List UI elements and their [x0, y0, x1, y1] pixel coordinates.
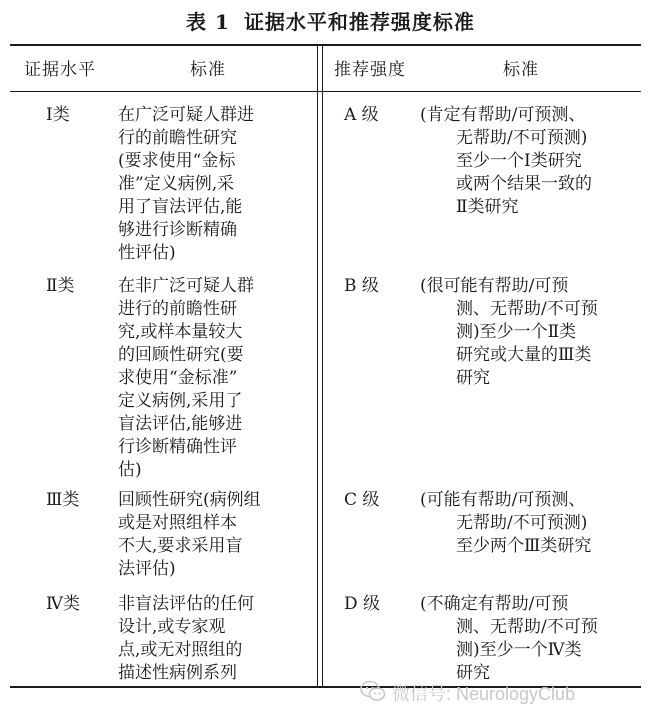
- watermark: [360, 679, 660, 709]
- row-3-criteria-2: (可能有帮助/可预测、 无帮助/不可预测) 至少两个Ⅲ类研究: [420, 490, 592, 556]
- row-2-criteria-2: (很可能有帮助/可预 测、无帮助/不可预 测)至少一个Ⅱ类 研究或大量的Ⅲ类 研究: [420, 276, 598, 388]
- table-number: 表 1: [186, 10, 230, 34]
- row-1-criteria-2: (肯定有帮助/可预测、 无帮助/不可预测) 至少一个Ⅰ类研究 或两个结果一致的 Ⅱ类研究: [420, 105, 592, 217]
- table-title: [0, 8, 661, 36]
- header-evidence-level: 证据水平: [24, 60, 96, 80]
- header-criteria-2: 标准: [503, 60, 539, 80]
- header-criteria: 标准: [190, 60, 226, 80]
- column-divider-right: [322, 45, 323, 686]
- row-2-criteria: 在非广泛可疑人群 进行的前瞻性研 究,或样本量较大 的回顾性研究(要 求使用“金标准” 定义病例,采用了 盲法评估,能够进 行诊断精确性评 估): [118, 276, 254, 480]
- header-rule: [10, 91, 641, 92]
- row-3-criteria: 回顾性研究(病例组 或是对照组样本 不大,要求采用盲 法评估): [118, 490, 261, 579]
- row-4-grade: D 级: [344, 594, 381, 614]
- row-1-level: Ⅰ类: [46, 105, 70, 125]
- column-divider-left: [317, 45, 318, 686]
- header-recommendation-grade: 推荐强度: [334, 60, 406, 80]
- row-2-grade: B 级: [344, 276, 379, 296]
- wechat-icon: [360, 680, 386, 711]
- row-1-grade: A 级: [344, 105, 379, 125]
- row-4-criteria: 非盲法评估的任何 设计,或专家观 点,或无对照组的 描述性病例系列: [118, 594, 254, 683]
- top-rule: [10, 44, 641, 46]
- row-2-level: Ⅱ类: [46, 276, 75, 296]
- row-3-level: Ⅲ类: [46, 490, 80, 510]
- row-1-criteria: 在广泛可疑人群进 行的前瞻性研究 (要求使用“金标 准”定义病例,采 用了盲法评估,能 够进行诊断精确 性评估): [118, 105, 254, 263]
- watermark-text: 微信号: NeurologyClub: [392, 684, 576, 704]
- row-4-criteria-2: (不确定有帮助/可预 测、无帮助/不可预 测)至少一个Ⅳ类 研究: [420, 594, 598, 683]
- row-3-grade: C 级: [344, 490, 380, 510]
- table-caption: 证据水平和推荐强度标准: [243, 10, 475, 34]
- row-4-level: Ⅳ类: [46, 594, 80, 614]
